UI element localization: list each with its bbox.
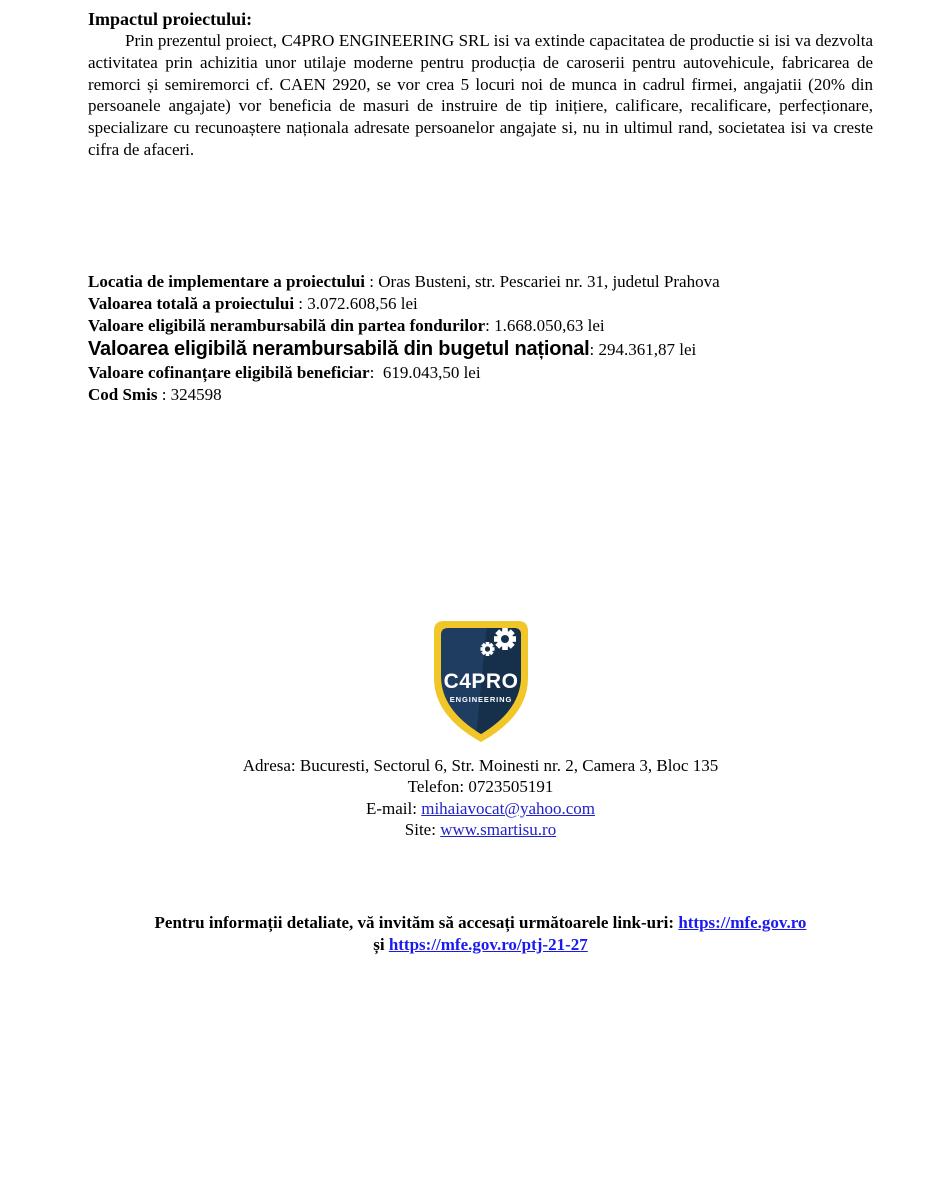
logo-subtitle: ENGINEERING xyxy=(449,694,512,704)
detail-value: 294.361,87 lei xyxy=(598,339,697,359)
detail-value: 1.668.050,63 lei xyxy=(494,315,605,335)
mfe-gov-link[interactable]: https://mfe.gov.ro xyxy=(678,912,807,932)
detail-row-cofinancing xyxy=(88,362,873,384)
company-logo xyxy=(88,618,873,748)
detail-label: Valoare eligibilă nerambursabilă din partea fondurilor xyxy=(88,315,486,335)
site-line xyxy=(88,819,873,841)
address-line: Adresa: Bucuresti, Sectorul 6, Str. Moinesti nr. 2, Camera 3, Bloc 135 xyxy=(242,755,719,775)
logo-title: C4PRO xyxy=(443,669,518,693)
mfe-ptj-link[interactable]: https://mfe.gov.ro/ptj-21-27 xyxy=(388,934,588,954)
contact-block xyxy=(88,755,873,841)
email-line xyxy=(88,798,873,820)
footer-links xyxy=(88,912,873,956)
detail-separator: : xyxy=(294,293,308,313)
footer-line-2 xyxy=(88,934,873,956)
phone-line: Telefon: 0723505191 xyxy=(407,777,554,797)
detail-row-national-budget xyxy=(88,337,873,362)
c4pro-shield-logo xyxy=(429,618,533,748)
detail-separator: : xyxy=(157,384,171,404)
project-details xyxy=(88,271,873,406)
detail-row-total-value xyxy=(88,293,873,315)
detail-row-smis-code xyxy=(88,384,873,406)
detail-separator: : xyxy=(365,271,379,291)
detail-value: 324598 xyxy=(170,384,222,404)
intro-paragraph: Prin prezentul proiect, C4PRO ENGINEERING SRL isi va extinde capacitatea de productie si isi va dezvolta activitatea prin achizitia unor utilaje moderne pentru producția de caroserii pentru autovehicule, fabricarea de remorci și semiremorci cf. CAEN 2920, se vor crea 5 locuri noi de munca in cadrul firmei, angajatii (20% din persoanele angajate) vor beneficia de masuri de instruire de tip inițiere, calificare, recalificare, perfecționare, specializare cu recunoaștere naționala adresate persoanelor angajate si, nu in ultimul rand, societatea isi va creste cifra de afaceri. xyxy=(88,31,873,159)
detail-label: Valoare cofinanțare eligibilă beneficiar xyxy=(88,362,370,382)
detail-label: Locatia de implementare a proiectului xyxy=(88,271,366,291)
site-link[interactable]: www.smartisu.ro xyxy=(440,820,557,840)
detail-row-funds-value xyxy=(88,315,873,337)
detail-value: Oras Busteni, str. Pescariei nr. 31, judetul Prahova xyxy=(378,271,720,291)
footer-intro: Pentru informații detaliate, vă invităm să accesați următoarele link-uri: xyxy=(154,912,679,932)
detail-value: 619.043,50 lei xyxy=(382,362,481,382)
detail-separator: : xyxy=(589,339,599,359)
email-link[interactable]: mihaiavocat@yahoo.com xyxy=(421,798,596,818)
detail-label: Cod Smis xyxy=(88,384,158,404)
detail-row-location xyxy=(88,271,873,293)
detail-label: Valoarea totală a proiectului xyxy=(88,293,295,313)
detail-label: Valoarea eligibilă nerambursabilă din bugetul național xyxy=(88,337,590,360)
detail-separator: : xyxy=(369,362,383,382)
detail-value: 3.072.608,56 lei xyxy=(307,293,418,313)
detail-separator: : xyxy=(485,315,495,335)
footer-prefix: și xyxy=(373,934,389,954)
footer-line-1 xyxy=(88,912,873,934)
section-heading: Impactul proiectului: xyxy=(88,9,253,29)
email-label: E-mail: xyxy=(365,798,422,818)
site-label: Site: xyxy=(404,820,441,840)
